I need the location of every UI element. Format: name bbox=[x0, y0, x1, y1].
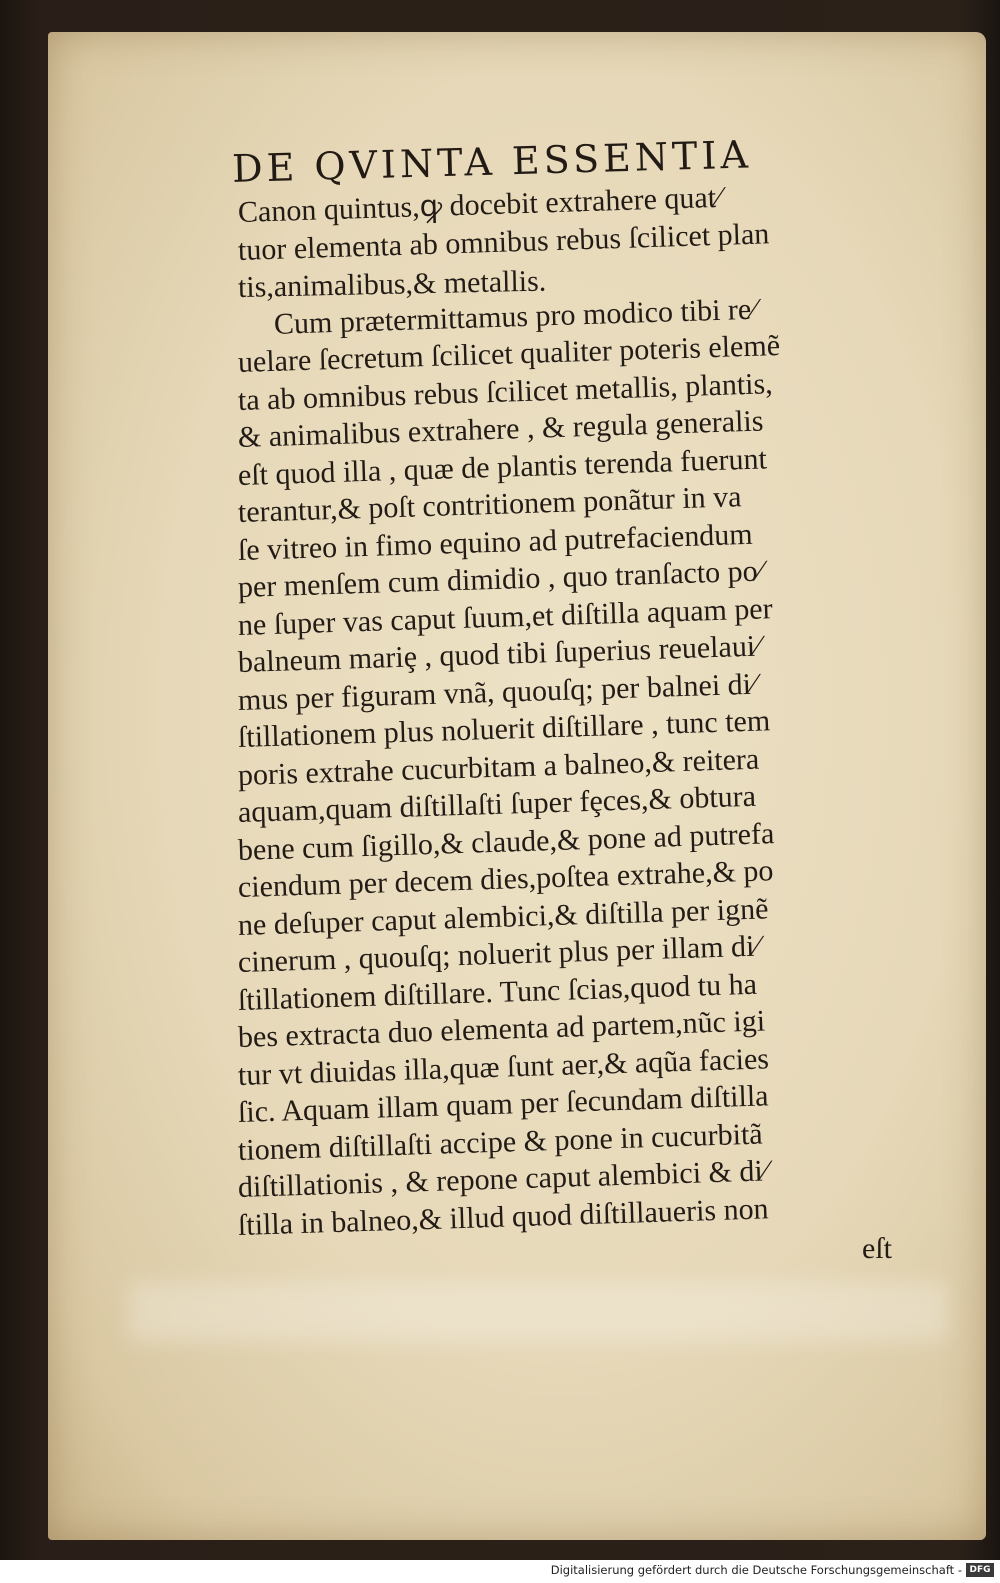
text-line: ſe vitreo in fimo equino ad putrefaciendum bbox=[237, 517, 754, 567]
text-line: diſtillationis , & repone caput alembici & di⁄ bbox=[237, 1154, 769, 1204]
digitization-footer bbox=[0, 1560, 1000, 1583]
text-line: ſtilla in balneo,& illud quod diſtillaueris non bbox=[237, 1191, 770, 1242]
text-line: poris extrahe cucurbitam a balneo,& reitera bbox=[237, 742, 760, 792]
dfg-logo: DFG bbox=[966, 1563, 994, 1577]
text-line: Cum prætermittamus pro modico tibi re⁄ bbox=[273, 292, 757, 341]
text-line: Canon quintus,ꝙ docebit extrahere quat⁄ bbox=[237, 180, 722, 229]
text-line: tis,animalibus,& metallis. bbox=[237, 264, 547, 304]
text-line: bene cum ſigillo,& claude,& pone ad putrefa bbox=[237, 816, 775, 867]
text-line: uelare ſecretum ſcilicet qualiter poteris elemẽ bbox=[237, 328, 781, 379]
text-line: tur vt diuidas illa,quæ ſunt aer,& aqũa facies bbox=[237, 1041, 770, 1092]
page-heading: DE QVINTA ESSENTIA bbox=[231, 132, 753, 191]
text-line: tionem diſtillaſti accipe & pone in cucurbitã bbox=[237, 1117, 764, 1167]
text-line: tuor elementa ab omnibus rebus ſcilicet plan bbox=[237, 216, 770, 267]
page-stain bbox=[128, 1282, 948, 1342]
text-line: ſtillationem plus noluerit diſtillare , tunc tem bbox=[237, 704, 771, 754]
text-line: ne ſuper vas caput ſuum,et diſtilla aquam per bbox=[237, 591, 774, 642]
text-line: ta ab omnibus rebus ſcilicet metallis, plantis, bbox=[237, 366, 774, 417]
text-line: & animalibus extrahere , & regula generalis bbox=[237, 404, 764, 454]
text-line: cinerum , quouſq; noluerit plus per illam di⁄ bbox=[237, 929, 760, 979]
text-line: aquam,quam diſtillaſti ſuper fȩces,& obtura bbox=[237, 779, 757, 829]
text-line: ciendum per decem dies,poſtea extrahe,& po bbox=[237, 854, 774, 904]
text-line: ne deſuper caput alembici,& diſtilla per ignẽ bbox=[237, 891, 769, 942]
footer-credit: Digitalisierung gefördert durch die Deutsche Forschungsgemeinschaft - bbox=[550, 1563, 962, 1577]
text-line: mus per figuram vnã, quouſq; per balnei di⁄ bbox=[237, 667, 757, 717]
text-line: ſic. Aquam illam quam per ſecundam diſtilla bbox=[237, 1079, 769, 1129]
text-line: per menſem cum dimidio , quo tranſacto po⁄ bbox=[237, 554, 764, 604]
text-line: ſtillationem diſtillare. Tunc ſcias,quod tu ha bbox=[237, 967, 758, 1017]
body-text bbox=[237, 180, 902, 1244]
text-line: terantur,& poſt contritionem ponãtur in va bbox=[237, 480, 742, 529]
text-line: eſt quod illa , quæ de plantis terenda fuerunt bbox=[237, 441, 768, 492]
text-line: bes extracta duo elementa ad partem,nũc igi bbox=[237, 1004, 766, 1054]
text-line: balneum mariȩ , quod tibi ſuperius reuelaui⁄ bbox=[237, 629, 761, 679]
catchword: eſt bbox=[862, 1232, 892, 1265]
